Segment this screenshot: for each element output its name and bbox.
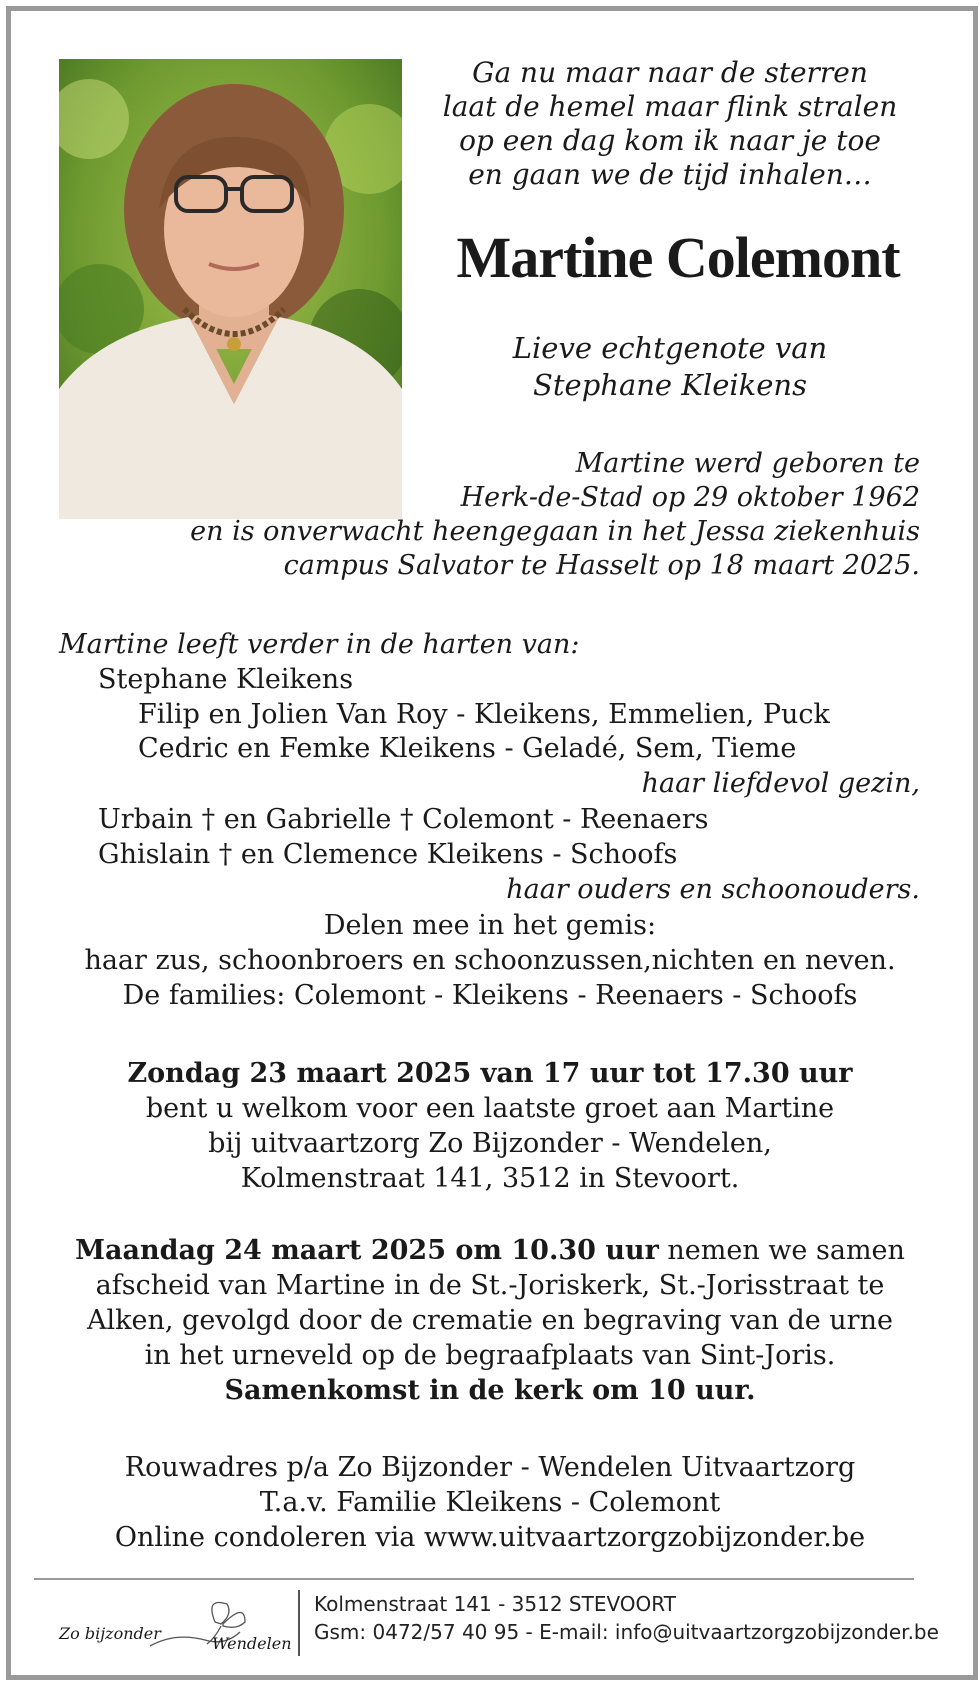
families-line: De families: Colemont - Kleikens - Reenaers - Schoofs xyxy=(122,980,858,1011)
parents-label: haar ouders en schoonouders. xyxy=(506,874,920,905)
logo-text: Wendelen xyxy=(212,1634,292,1653)
spouse-text: Lieve echtgenote van xyxy=(512,331,828,365)
service-line: in het urneveld op de begraafplaats van Sint-Joris. xyxy=(144,1340,836,1371)
footer-contact xyxy=(314,1590,939,1646)
family-child: Cedric en Femke Kleikens - Geladé, Sem, Tieme xyxy=(138,733,797,764)
spouse-name: Stephane Kleikens xyxy=(533,368,807,402)
family-share xyxy=(40,908,940,1013)
family-parents: Urbain † en Gabrielle † Colemont - Reenaers xyxy=(98,804,709,835)
address-line: T.a.v. Familie Kleikens - Colemont xyxy=(259,1487,721,1518)
birth-death-info xyxy=(190,447,920,583)
visitation xyxy=(40,1056,940,1196)
mourning-address xyxy=(40,1450,940,1555)
service-line: nemen we samen xyxy=(658,1235,905,1266)
poem-line: en gaan we de tijd inhalen… xyxy=(468,158,872,191)
birth-line: Martine werd geboren te xyxy=(575,448,920,479)
logo-text: Zo bijzonder xyxy=(59,1624,161,1643)
share-line: Delen mee in het gemis: xyxy=(323,910,657,941)
condolence-line: Online condoleren via www.uitvaartzorgzobijzonder.be xyxy=(114,1522,866,1553)
family-child: Filip en Jolien Van Roy - Kleikens, Emmelien, Puck xyxy=(138,699,830,730)
address-line: Rouwadres p/a Zo Bijzonder - Wendelen Uitvaartzorg xyxy=(124,1452,856,1483)
footer-phone-email: Gsm: 0472/57 40 95 - E-mail: info@uitvaartzorgzobijzonder.be xyxy=(314,1620,939,1644)
family-spouse: Stephane Kleikens xyxy=(98,664,354,695)
poem-line: laat de hemel maar flink stralen xyxy=(442,90,898,123)
service-date: Maandag 24 maart 2025 om 10.30 uur xyxy=(75,1235,659,1266)
visitation-line: Kolmenstraat 141, 3512 in Stevoort. xyxy=(240,1163,740,1194)
death-line: en is onverwacht heengegaan in het Jessa ziekenhuis xyxy=(190,516,920,547)
birth-line: Herk-de-Stad op 29 oktober 1962 xyxy=(460,482,920,513)
deceased-name: Martine Colemont xyxy=(456,225,900,290)
family-parents: Ghislain † en Clemence Kleikens - Schoofs xyxy=(98,839,678,870)
poem-line: Ga nu maar naar de sterren xyxy=(472,56,868,89)
visitation-date: Zondag 23 maart 2025 van 17 uur tot 17.30 uur xyxy=(127,1058,853,1089)
visitation-line: bent u welkom voor een laatste groet aan Martine xyxy=(145,1093,835,1124)
spouse-line xyxy=(440,330,900,404)
siblings-line: haar zus, schoonbroers en schoonzussen,nichten en neven. xyxy=(84,945,896,976)
service-line: afscheid van Martine in de St.-Joriskerk, St.-Jorisstraat te xyxy=(95,1270,885,1301)
family-label: haar liefdevol gezin, xyxy=(641,768,920,799)
footer-divider xyxy=(34,1578,914,1580)
service-line: Alken, gevolgd door de crematie en begraving van de urne xyxy=(87,1305,893,1336)
family-intro: Martine leeft verder in de harten van: xyxy=(59,629,580,660)
footer-separator xyxy=(298,1590,300,1656)
poem-line: op een dag kom ik naar je toe xyxy=(459,124,881,157)
funeral-home-logo xyxy=(55,1592,295,1660)
death-line: campus Salvator te Hasselt op 18 maart 2025. xyxy=(283,550,920,581)
funeral-service xyxy=(40,1233,940,1408)
gathering-line: Samenkomst in de kerk om 10 uur. xyxy=(224,1375,756,1406)
footer-street: Kolmenstraat 141 - 3512 STEVOORT xyxy=(314,1592,676,1616)
poem xyxy=(440,56,900,192)
visitation-line: bij uitvaartzorg Zo Bijzonder - Wendelen, xyxy=(208,1128,772,1159)
